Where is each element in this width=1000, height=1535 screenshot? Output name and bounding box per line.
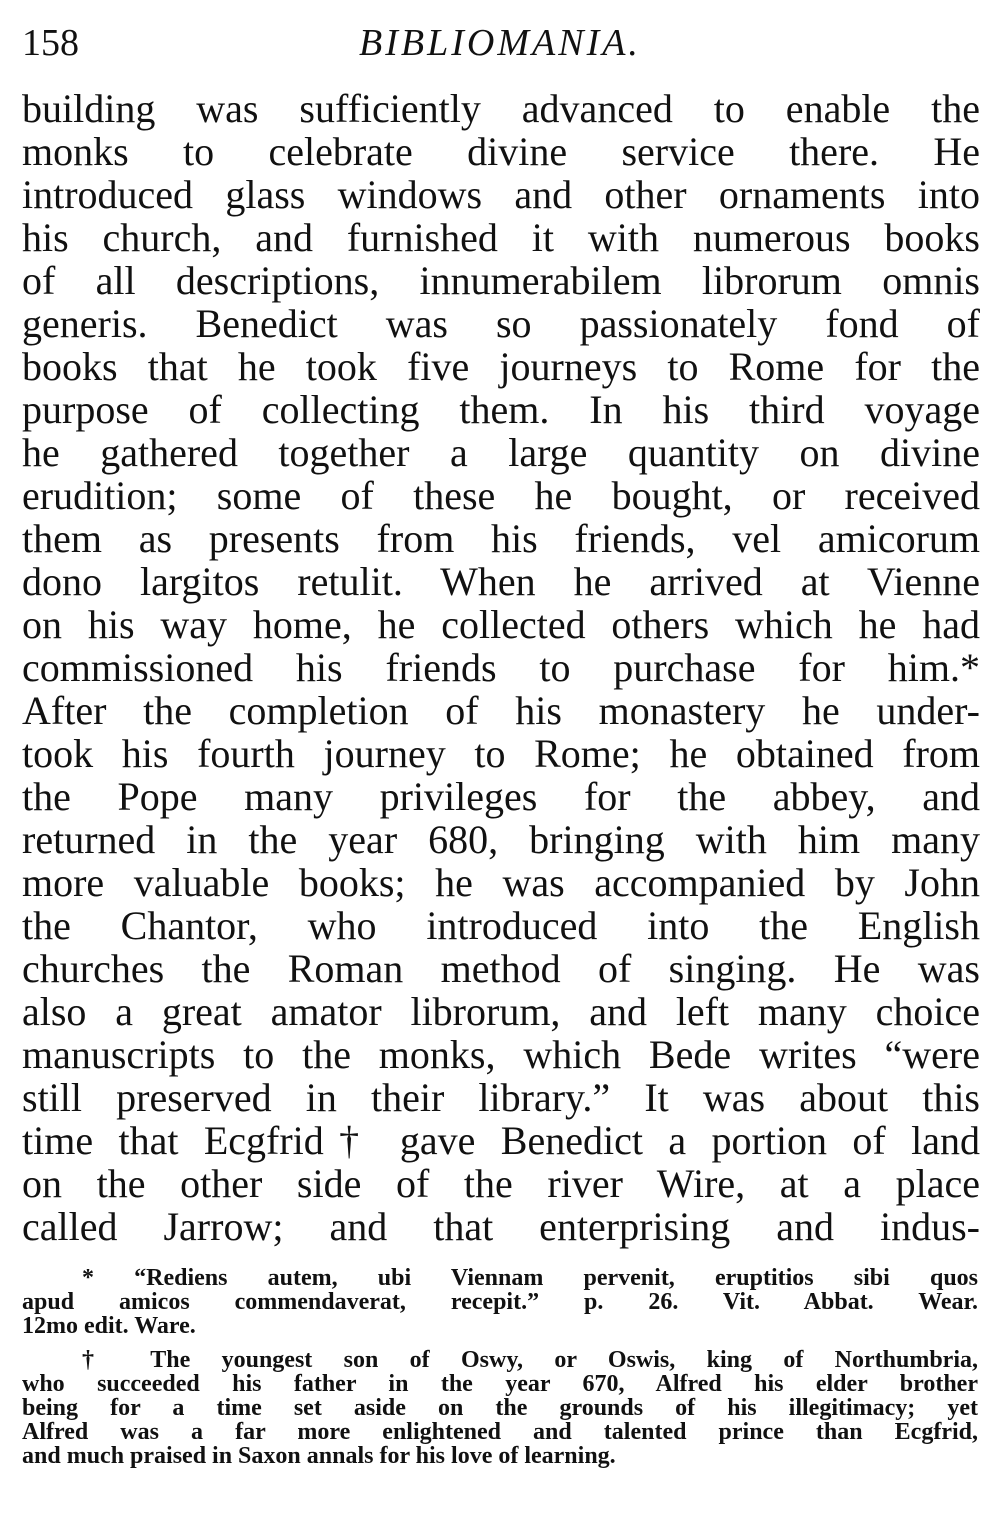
running-head: BIBLIOMANIA.: [359, 22, 641, 64]
footnote-1-line: * “Rediens autem, ubi Viennam pervenit, eruptitios sibi quos: [82, 1265, 978, 1291]
body-line: them as presents from his friends, vel amicorum: [22, 516, 980, 561]
footnote-1-line: 12mo edit. Ware.: [22, 1313, 196, 1339]
footnote-2-line: and much praised in Saxon annals for his love of learning.: [22, 1443, 616, 1469]
body-line: the Pope many privileges for the abbey, and: [22, 774, 980, 819]
footnotes: [22, 1266, 978, 1468]
body-line: dono largitos retulit. When he arrived at Vienne: [22, 559, 980, 604]
body-line: returned in the year 680, bringing with him many: [22, 817, 980, 862]
footnote-2-line: who succeeded his father in the year 670, Alfred his elder brother: [22, 1371, 978, 1397]
body-line: building was sufficiently advanced to enable the: [22, 86, 980, 131]
body-text: [22, 87, 980, 1248]
body-line: commissioned his friends to purchase for him.*: [22, 645, 980, 690]
body-line: purpose of collecting them. In his third voyage: [22, 387, 980, 432]
body-line: books that he took five journeys to Rome for the: [22, 344, 980, 389]
body-line: on the other side of the river Wire, at a place: [22, 1161, 980, 1206]
body-line: he gathered together a large quantity on divine: [22, 430, 980, 475]
body-line: his church, and furnished it with numerous books: [22, 215, 980, 260]
footnote-1-line: apud amicos commendaverat, recepit.” p. 26. Vit. Abbat. Wear.: [22, 1289, 978, 1315]
body-line: more valuable books; he was accompanied by John: [22, 860, 980, 905]
page-header: [22, 18, 978, 68]
body-line: called Jarrow; and that enterprising and indus-: [22, 1204, 980, 1249]
footnote-2-line: Alfred was a far more enlightened and talented prince than Ecgfrid,: [22, 1419, 978, 1445]
body-line: on his way home, he collected others which he had: [22, 602, 980, 647]
page-number: 158: [22, 22, 79, 64]
body-line: still preserved in their library.” It was about this: [22, 1075, 980, 1120]
body-line: After the completion of his monastery he under-: [22, 688, 980, 733]
body-line: generis. Benedict was so passionately fond of: [22, 301, 980, 346]
body-line: the Chantor, who introduced into the English: [22, 903, 980, 948]
body-line: time that Ecgfrid† gave Benedict a portion of land: [22, 1118, 980, 1163]
body-line: churches the Roman method of singing. He was: [22, 946, 980, 991]
body-line: took his fourth journey to Rome; he obtained from: [22, 731, 980, 776]
footnote-2-line: being for a time set aside on the grounds of his illegitimacy; yet: [22, 1395, 978, 1421]
body-line: of all descriptions, innumerabilem librorum omnis: [22, 258, 980, 303]
body-line: introduced glass windows and other ornaments into: [22, 172, 980, 217]
body-line: manuscripts to the monks, which Bede writes “were: [22, 1032, 980, 1077]
body-line: monks to celebrate divine service there. He: [22, 129, 980, 174]
body-line: erudition; some of these he bought, or received: [22, 473, 980, 518]
footnote-2-line: † The youngest son of Oswy, or Oswis, king of Northumbria,: [82, 1347, 978, 1373]
body-line: also a great amator librorum, and left many choice: [22, 989, 980, 1034]
